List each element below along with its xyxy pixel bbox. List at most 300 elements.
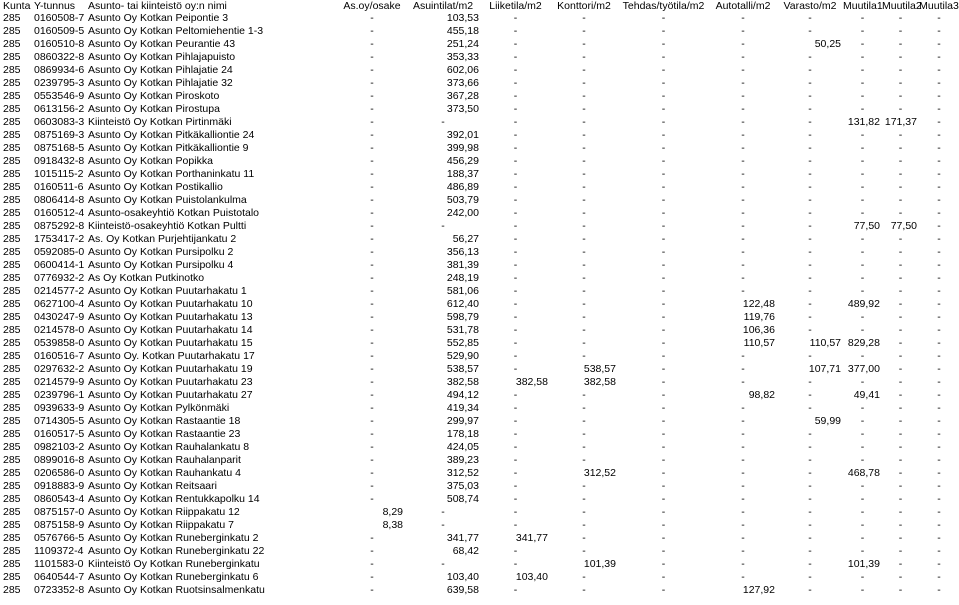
cell-muutila1: -: [860, 12, 865, 24]
cell-name: Asunto Oy Kotkan Rentukkapolku 14: [88, 493, 260, 505]
cell-muutila1: -: [860, 233, 865, 245]
cell-muutila2: -: [898, 389, 903, 401]
cell-kunta: 285: [3, 311, 21, 323]
cell-ytunnus: 0714305-5: [34, 415, 85, 427]
cell-liiketila: -: [513, 142, 518, 154]
cell-varasto: -: [808, 77, 812, 89]
cell-tehdas: -: [661, 415, 666, 427]
cell-autotalli: -: [741, 415, 745, 427]
cell-muutila3: -: [937, 220, 941, 232]
cell-konttori: -: [582, 259, 586, 271]
cell-autotalli: -: [741, 233, 745, 245]
cell-asoy-osake: -: [370, 129, 374, 141]
cell-asuintilat: 251,24: [446, 38, 479, 50]
cell-varasto: -: [808, 259, 812, 271]
cell-kunta: 285: [3, 402, 21, 414]
cell-kunta: 285: [3, 168, 21, 180]
cell-name: Asunto Oy Kotkan Runeberginkatu 2: [88, 532, 259, 544]
table-row: [0, 402, 959, 415]
cell-muutila3: -: [937, 90, 941, 102]
cell-muutila2: -: [898, 25, 903, 37]
cell-asoy-osake: -: [370, 363, 374, 375]
cell-asoy-osake: -: [370, 402, 374, 414]
cell-name: Asunto Oy Kotkan Pursipolku 2: [88, 246, 234, 258]
cell-tehdas: -: [661, 155, 666, 167]
cell-asoy-osake: -: [370, 428, 374, 440]
cell-autotalli: -: [741, 441, 745, 453]
cell-asoy-osake: -: [370, 493, 374, 505]
header-asoy-osake: As.oy/osake: [343, 0, 401, 12]
table-row: [0, 493, 959, 506]
cell-muutila2: -: [898, 259, 903, 271]
cell-kunta: 285: [3, 51, 21, 63]
cell-asoy-osake: -: [370, 441, 374, 453]
table-row: [0, 103, 959, 116]
cell-muutila1: 131,82: [847, 116, 880, 128]
cell-muutila2: -: [898, 480, 903, 492]
cell-liiketila: -: [513, 558, 518, 570]
cell-konttori: 101,39: [583, 558, 616, 570]
cell-konttori: -: [582, 129, 586, 141]
cell-varasto: -: [808, 142, 812, 154]
cell-muutila2: -: [898, 298, 903, 310]
header-name: Asunto- tai kiinteistö oy:n nimi: [88, 0, 227, 12]
cell-muutila2: -: [898, 194, 903, 206]
cell-autotalli: -: [741, 467, 745, 479]
cell-muutila1: -: [860, 272, 865, 284]
cell-ytunnus: 0776932-2: [34, 272, 85, 284]
cell-asoy-osake: -: [370, 142, 374, 154]
cell-name: Asunto Oy Kotkan Rauhalankatu 8: [88, 441, 250, 453]
cell-asoy-osake: -: [370, 311, 374, 323]
cell-liiketila: -: [513, 402, 518, 414]
cell-muutila3: -: [937, 454, 941, 466]
cell-konttori: -: [582, 272, 586, 284]
cell-kunta: 285: [3, 155, 21, 167]
cell-muutila3: -: [937, 337, 941, 349]
cell-name: Asunto Oy Kotkan Runeberginkatu 6: [88, 571, 259, 583]
table-row: [0, 285, 959, 298]
cell-tehdas: -: [661, 116, 666, 128]
cell-muutila1: -: [860, 506, 865, 518]
cell-ytunnus: 0297632-2: [34, 363, 85, 375]
cell-konttori: -: [582, 207, 586, 219]
cell-autotalli: -: [741, 428, 745, 440]
cell-muutila1: -: [860, 532, 865, 544]
table-row: [0, 129, 959, 142]
cell-muutila2: -: [898, 428, 903, 440]
cell-muutila2: -: [898, 506, 903, 518]
cell-ytunnus: 0613156-2: [34, 103, 85, 115]
cell-tehdas: -: [661, 441, 666, 453]
table-row: [0, 207, 959, 220]
cell-ytunnus: 0206586-0: [34, 467, 85, 479]
cell-muutila3: -: [937, 155, 941, 167]
cell-muutila2: -: [898, 558, 903, 570]
cell-asuintilat: 538,57: [446, 363, 479, 375]
cell-autotalli: -: [741, 168, 745, 180]
cell-asuintilat: 503,79: [446, 194, 479, 206]
cell-muutila3: -: [937, 376, 941, 388]
cell-liiketila: -: [513, 207, 518, 219]
cell-muutila1: -: [860, 402, 865, 414]
cell-tehdas: -: [661, 402, 666, 414]
cell-liiketila: -: [513, 129, 518, 141]
cell-muutila3: -: [937, 285, 941, 297]
cell-tehdas: -: [661, 519, 666, 531]
cell-liiketila: -: [513, 25, 518, 37]
cell-tehdas: -: [661, 363, 666, 375]
cell-name: Asunto Oy Kotkan Puutarhakatu 15: [88, 337, 253, 349]
cell-muutila3: -: [937, 38, 941, 50]
cell-muutila3: -: [937, 142, 941, 154]
cell-muutila3: -: [937, 402, 941, 414]
cell-konttori: 538,57: [583, 363, 616, 375]
table-row: [0, 324, 959, 337]
cell-konttori: -: [582, 181, 586, 193]
cell-muutila2: -: [898, 38, 903, 50]
cell-muutila2: -: [898, 51, 903, 63]
cell-name: Asunto Oy Kotkan Peurantie 43: [88, 38, 236, 50]
cell-ytunnus: 1015115-2: [34, 168, 84, 180]
cell-konttori: 382,58: [583, 376, 616, 388]
cell-kunta: 285: [3, 129, 21, 141]
cell-muutila3: -: [937, 233, 941, 245]
cell-liiketila: 103,40: [515, 571, 548, 583]
cell-liiketila: -: [513, 12, 518, 24]
cell-muutila3: -: [937, 64, 941, 76]
cell-muutila3: -: [937, 441, 941, 453]
table-row: [0, 337, 959, 350]
cell-name: Asunto Oy Kotkan Puutarhakatu 1: [88, 285, 247, 297]
cell-kunta: 285: [3, 12, 21, 24]
cell-asoy-osake: -: [370, 38, 374, 50]
cell-kunta: 285: [3, 285, 21, 297]
cell-muutila1: -: [860, 259, 865, 271]
cell-liiketila: -: [513, 103, 518, 115]
table-row: [0, 389, 959, 402]
cell-liiketila: -: [513, 389, 518, 401]
cell-varasto: -: [808, 155, 812, 167]
cell-kunta: 285: [3, 467, 21, 479]
cell-asuintilat: 373,50: [446, 103, 479, 115]
cell-varasto: -: [808, 506, 812, 518]
table-row: [0, 350, 959, 363]
cell-liiketila: -: [513, 337, 518, 349]
cell-kunta: 285: [3, 220, 21, 232]
cell-name: Asunto Oy Kotkan Pitkäkalliontie 9: [88, 142, 249, 154]
cell-tehdas: -: [661, 350, 666, 362]
cell-kunta: 285: [3, 389, 21, 401]
cell-asoy-osake: -: [370, 116, 374, 128]
cell-muutila3: -: [937, 415, 941, 427]
table-row: [0, 168, 959, 181]
cell-konttori: -: [582, 220, 586, 232]
cell-varasto: -: [808, 233, 812, 245]
cell-name: Asunto Oy Kotkan Riippakatu 12: [88, 506, 240, 518]
cell-asuintilat: 639,58: [446, 584, 479, 596]
cell-muutila2: -: [898, 285, 903, 297]
cell-asoy-osake: -: [370, 337, 374, 349]
header-konttori: Konttori/m2: [557, 0, 611, 12]
table-row: [0, 38, 959, 51]
cell-liiketila: -: [513, 467, 518, 479]
cell-autotalli: -: [741, 181, 745, 193]
cell-autotalli: 119,76: [743, 311, 775, 323]
table-row: [0, 376, 959, 389]
cell-tehdas: -: [661, 181, 666, 193]
cell-name: Kiinteistö Oy Kotkan Pirtinmäki: [88, 116, 232, 128]
cell-muutila1: -: [860, 207, 865, 219]
cell-asoy-osake: -: [370, 467, 374, 479]
cell-asuintilat: 375,03: [446, 480, 479, 492]
cell-name: Asunto Oy Kotkan Rauhalanparit: [88, 454, 241, 466]
cell-konttori: -: [582, 402, 586, 414]
cell-konttori: -: [582, 389, 586, 401]
cell-ytunnus: 0160511-6: [34, 181, 84, 193]
cell-varasto: -: [808, 64, 812, 76]
cell-name: As Oy Kotkan Putkinotko: [88, 272, 205, 284]
cell-tehdas: -: [661, 220, 666, 232]
cell-muutila1: -: [860, 571, 865, 583]
cell-muutila1: -: [860, 129, 865, 141]
cell-liiketila: 382,58: [515, 376, 548, 388]
cell-muutila2: -: [898, 415, 903, 427]
cell-varasto: -: [808, 441, 812, 453]
cell-tehdas: -: [661, 259, 666, 271]
cell-muutila2: -: [898, 324, 903, 336]
cell-konttori: -: [582, 90, 586, 102]
cell-asoy-osake: -: [370, 389, 374, 401]
cell-asuintilat: 486,89: [446, 181, 479, 193]
cell-tehdas: -: [661, 376, 666, 388]
cell-muutila1: 468,78: [847, 467, 880, 479]
table-row: [0, 428, 959, 441]
cell-muutila3: -: [937, 571, 941, 583]
cell-konttori: -: [582, 12, 586, 24]
cell-ytunnus: 0600414-1: [34, 259, 85, 271]
table-row: [0, 532, 959, 545]
cell-asuintilat: 367,28: [446, 90, 479, 102]
cell-autotalli: -: [741, 363, 745, 375]
cell-autotalli: -: [741, 220, 745, 232]
cell-muutila2: -: [898, 103, 903, 115]
cell-asuintilat: 581,06: [446, 285, 479, 297]
cell-konttori: -: [582, 51, 586, 63]
table-row: [0, 25, 959, 38]
cell-muutila2: -: [898, 441, 903, 453]
header-muutila1: Muutila1: [843, 0, 883, 12]
cell-tehdas: -: [661, 12, 666, 24]
cell-ytunnus: 0875168-5: [34, 142, 85, 154]
cell-tehdas: -: [661, 389, 666, 401]
cell-autotalli: -: [741, 116, 745, 128]
cell-varasto: -: [808, 493, 812, 505]
cell-autotalli: -: [741, 77, 745, 89]
cell-tehdas: -: [661, 51, 666, 63]
cell-muutila2: -: [898, 532, 903, 544]
cell-konttori: -: [582, 532, 586, 544]
cell-asuintilat: 381,39: [446, 259, 479, 271]
cell-konttori: -: [582, 441, 586, 453]
cell-autotalli: -: [741, 480, 745, 492]
cell-kunta: 285: [3, 77, 21, 89]
cell-tehdas: -: [661, 90, 666, 102]
cell-muutila1: -: [860, 324, 865, 336]
cell-name: Asunto Oy Kotkan Porthaninkatu 11: [88, 168, 255, 180]
cell-muutila3: -: [937, 12, 941, 24]
cell-asuintilat: 399,98: [446, 142, 479, 154]
cell-varasto: -: [808, 519, 812, 531]
cell-tehdas: -: [661, 77, 666, 89]
cell-autotalli: -: [741, 38, 745, 50]
cell-muutila2: -: [898, 77, 903, 89]
cell-varasto: -: [808, 220, 812, 232]
cell-asuintilat: -: [441, 116, 445, 128]
cell-liiketila: -: [513, 233, 518, 245]
cell-name: Asunto Oy Kotkan Pihlajatie 24: [88, 64, 233, 76]
cell-liiketila: -: [513, 506, 518, 518]
cell-kunta: 285: [3, 142, 21, 154]
cell-ytunnus: 0576766-5: [34, 532, 85, 544]
cell-asuintilat: 456,29: [446, 155, 479, 167]
cell-liiketila: -: [513, 363, 518, 375]
cell-asuintilat: 103,40: [446, 571, 479, 583]
cell-varasto: -: [808, 532, 812, 544]
cell-varasto: -: [808, 454, 812, 466]
cell-varasto: -: [808, 168, 812, 180]
cell-muutila2: -: [898, 12, 903, 24]
cell-kunta: 285: [3, 64, 21, 76]
cell-name: Asunto Oy Kotkan Peltomiehentie 1-3: [88, 25, 264, 37]
cell-konttori: -: [582, 155, 586, 167]
cell-ytunnus: 0430247-9: [34, 311, 85, 323]
cell-asoy-osake: -: [370, 207, 374, 219]
cell-ytunnus: 0982103-2: [34, 441, 85, 453]
cell-muutila3: -: [937, 324, 941, 336]
table-row: [0, 77, 959, 90]
cell-liiketila: -: [513, 77, 518, 89]
cell-kunta: 285: [3, 90, 21, 102]
cell-tehdas: -: [661, 584, 666, 596]
cell-tehdas: -: [661, 64, 666, 76]
cell-liiketila: -: [513, 519, 518, 531]
cell-varasto: -: [808, 571, 812, 583]
cell-liiketila: -: [513, 324, 518, 336]
cell-muutila1: -: [860, 25, 865, 37]
cell-name: Asunto Oy Kotkan Puistolankulma: [88, 194, 247, 206]
cell-kunta: 285: [3, 428, 21, 440]
cell-asuintilat: 56,27: [452, 233, 479, 245]
cell-tehdas: -: [661, 545, 666, 557]
cell-muutila2: -: [898, 246, 903, 258]
cell-kunta: 285: [3, 363, 21, 375]
cell-muutila3: -: [937, 168, 941, 180]
cell-kunta: 285: [3, 571, 21, 583]
cell-konttori: -: [582, 25, 586, 37]
cell-muutila2: -: [898, 207, 903, 219]
cell-muutila2: -: [898, 272, 903, 284]
cell-muutila3: -: [937, 493, 941, 505]
cell-varasto: 59,99: [814, 415, 841, 427]
cell-varasto: -: [808, 428, 812, 440]
cell-name: Asunto Oy Kotkan Reitsaari: [88, 480, 217, 492]
cell-tehdas: -: [661, 480, 666, 492]
cell-muutila2: -: [898, 545, 903, 557]
cell-asuintilat: 178,18: [446, 428, 479, 440]
cell-autotalli: -: [741, 90, 745, 102]
cell-muutila2: -: [898, 493, 903, 505]
cell-autotalli: -: [741, 285, 745, 297]
cell-varasto: -: [808, 402, 812, 414]
cell-kunta: 285: [3, 116, 21, 128]
cell-asoy-osake: -: [370, 558, 374, 570]
cell-ytunnus: 0869934-6: [34, 64, 85, 76]
cell-ytunnus: 0553546-9: [34, 90, 85, 102]
cell-asoy-osake: -: [370, 272, 374, 284]
table-row: [0, 584, 959, 597]
cell-liiketila: -: [513, 441, 518, 453]
cell-ytunnus: 0592085-0: [34, 246, 85, 258]
cell-varasto: -: [808, 558, 812, 570]
cell-tehdas: -: [661, 428, 666, 440]
table-row: [0, 363, 959, 376]
cell-tehdas: -: [661, 233, 666, 245]
cell-konttori: -: [582, 545, 586, 557]
cell-konttori: -: [582, 350, 586, 362]
table-row: [0, 155, 959, 168]
cell-name: Kiinteistö-osakeyhtiö Kotkan Pultti: [88, 220, 247, 232]
cell-asoy-osake: -: [370, 298, 374, 310]
cell-autotalli: -: [741, 454, 745, 466]
cell-liiketila: -: [513, 246, 518, 258]
cell-liiketila: -: [513, 194, 518, 206]
cell-name: Asunto Oy Kotkan Pylkönmäki: [88, 402, 230, 414]
header-tehdas: Tehdas/työtila/m2: [622, 0, 705, 12]
cell-muutila3: -: [937, 298, 941, 310]
cell-kunta: 285: [3, 480, 21, 492]
cell-muutila1: -: [860, 545, 865, 557]
header-kunta: Kunta: [3, 0, 31, 12]
cell-autotalli: -: [741, 506, 745, 518]
cell-autotalli: -: [741, 402, 745, 414]
cell-ytunnus: 0918432-8: [34, 155, 85, 167]
cell-asuintilat: 382,58: [446, 376, 479, 388]
cell-name: Asunto Oy Kotkan Pursipolku 4: [88, 259, 234, 271]
cell-tehdas: -: [661, 506, 666, 518]
cell-liiketila: -: [513, 220, 518, 232]
cell-muutila3: -: [937, 350, 941, 362]
cell-muutila2: -: [898, 584, 903, 596]
table-row: [0, 558, 959, 571]
cell-name: Asunto Oy Kotkan Puutarhakatu 10: [88, 298, 253, 310]
cell-muutila2: -: [898, 181, 903, 193]
cell-ytunnus: 0939633-9: [34, 402, 85, 414]
cell-muutila2: -: [898, 155, 903, 167]
cell-varasto: -: [808, 129, 812, 141]
cell-muutila1: 77,50: [853, 220, 880, 232]
cell-muutila1: 101,39: [847, 558, 880, 570]
cell-muutila2: -: [898, 350, 903, 362]
cell-ytunnus: 0723352-8: [34, 584, 85, 596]
cell-name: Asunto Oy Kotkan Puutarhakatu 14: [88, 324, 253, 336]
cell-tehdas: -: [661, 311, 666, 323]
cell-liiketila: -: [513, 493, 518, 505]
cell-varasto: 50,25: [814, 38, 841, 50]
cell-varasto: -: [808, 350, 812, 362]
table-row: [0, 506, 959, 519]
cell-varasto: -: [808, 467, 812, 479]
